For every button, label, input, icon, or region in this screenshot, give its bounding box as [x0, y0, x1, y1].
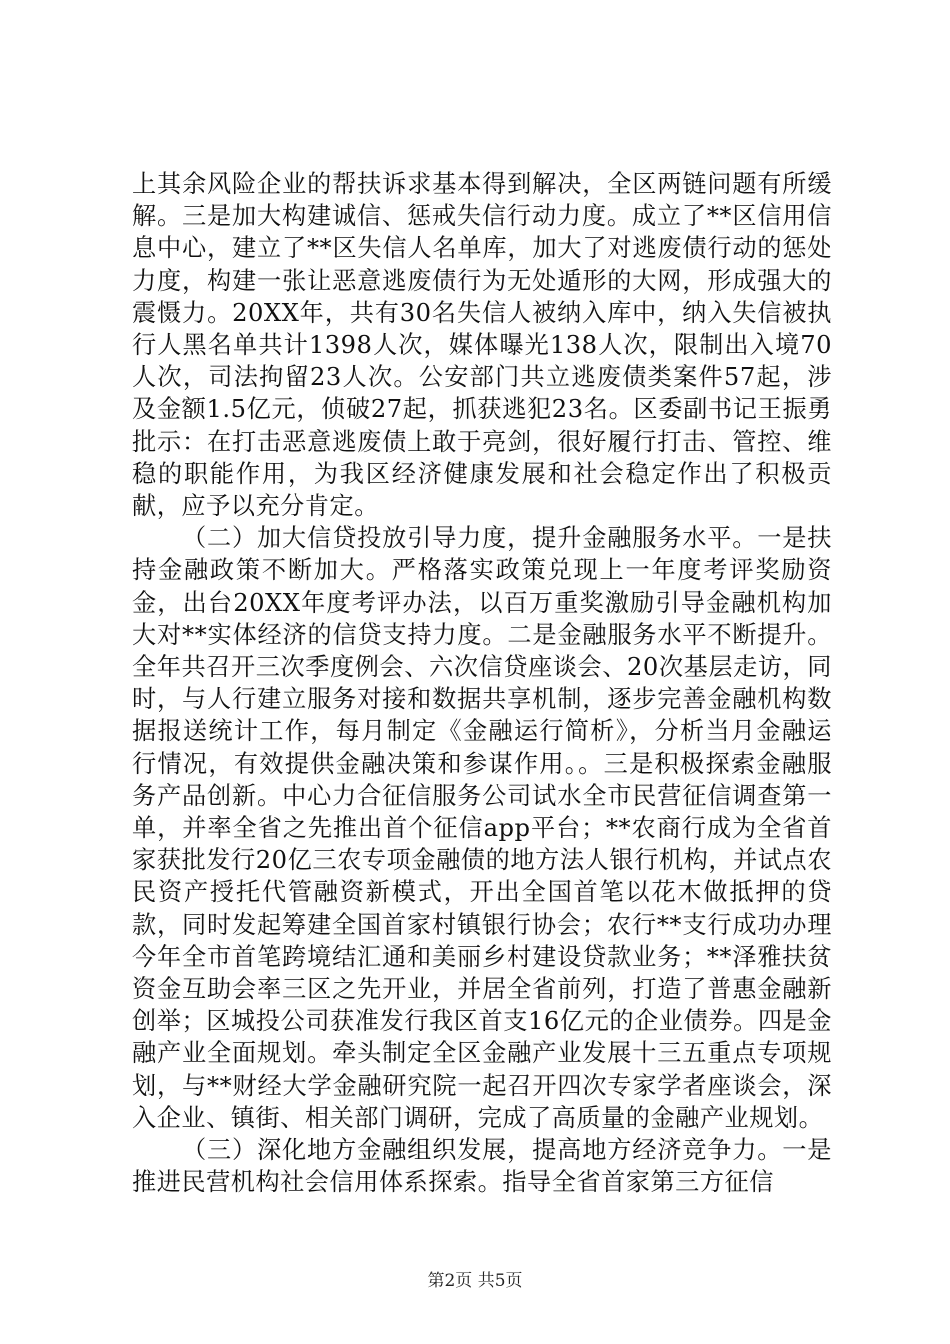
- paragraph-credit-service: （二）加大信贷投放引导力度，提升金融服务水平。一是扶持金融政策不断加大。严格落实政策兑现上一年度考评奖励资金，出台20XX年度考评办法，以百万重奖激励引导金融机构加大对**实体经济的信贷支持力度。二是金融服务水平不断提升。全年共召开三次季度例会、六次信贷座谈会、20次基层走访，同时，与人行建立服务对接和数据共享机制，逐步完善金融机构数据报送统计工作，每月制定《金融运行简析》，分析当月金融运行情况，有效提供金融决策和参谋作用。。三是积极探索金融服务产品创新。中心力合征信服务公司试水全市民营征信调查第一单，并率全省之先推出首个征信app平台；**农商行成为全省首家获批发行20亿三农专项金融债的地方法人银行机构，并试点农民资产授托代管融资新模式，开出全国首笔以花木做抵押的贷款，同时发起筹建全国首家村镇银行协会；农行**支行成功办理今年全市首笔跨境结汇通和美丽乡村建设贷款业务；**泽雅扶贫资金互助会率三区之先开业，并居全省前列，打造了普惠金融新创举；区城投公司获准发行我区首支16亿元的企业债券。四是金融产业全面规划。牵头制定全区金融产业发展十三五重点专项规划，与**财经大学金融研究院一起召开四次专家学者座谈会，深入企业、镇街、相关部门调研，完成了高质量的金融产业规划。: [132, 524, 832, 1132]
- page-number-footer: 第2页 共5页: [427, 1271, 523, 1291]
- paragraph-credit-enforcement: 上其余风险企业的帮扶诉求基本得到解决，全区两链问题有所缓解。三是加大构建诚信、惩戒失信行动力度。成立了**区信用信息中心，建立了**区失信人名单库，加大了对逃废债行动的惩处力度，构建一张让恶意逃废债行为无处遁形的大网，形成强大的震慑力。20XX年，共有30名失信人被纳入库中，纳入失信被执行人黑名单共计1398人次，媒体曝光138人次，限制出入境70人次，司法拘留23人次。公安部门共立逃废债类案件57起，涉及金额1.5亿元，侦破27起，抓获逃犯23名。区委副书记王振勇批示：在打击恶意逃废债上敢于亮剑，很好履行打击、管控、维稳的职能作用，为我区经济健康发展和社会稳定作出了积极贡献，应予以充分肯定。: [132, 170, 832, 521]
- document-body: [132, 168, 832, 1199]
- paragraph-local-finance: （三）深化地方金融组织发展，提高地方经济竞争力。一是推进民营机构社会信用体系探索。指导全省首家第三方征信: [132, 1136, 832, 1197]
